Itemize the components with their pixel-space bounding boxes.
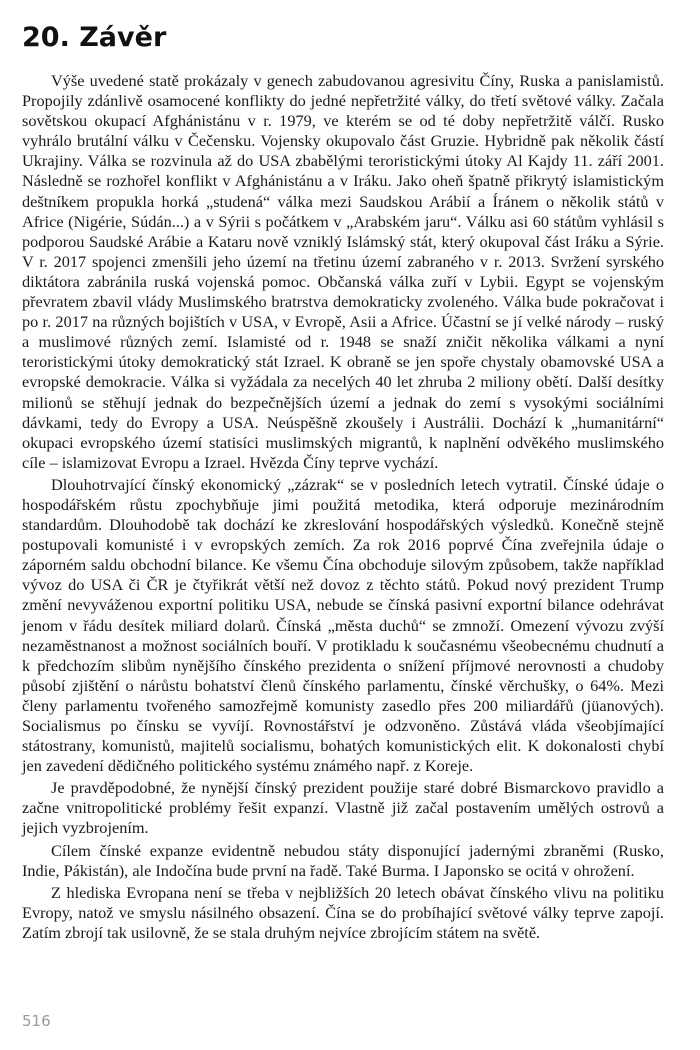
chapter-body <box>22 71 664 945</box>
paragraph: Cílem čínské expanze evidentně nebudou státy disponující jadernými zbraněmi (Rusko, Indie, Pákistán), ale Indočína bude první na řadě. Také Burma. I Japonsko se ocitá v ohrožení. <box>22 840 664 880</box>
chapter-heading: 20. Závěr <box>22 22 167 53</box>
paragraph: Dlouhotrvající čínský ekonomický „zázrak“ se v posledních letech vytratil. Čínské údaje o hospodářském růstu zpochybňuje jimi použitá metodika, která odporuje mezinárodním standardům. Dlouhodobě tak dochází ke zkreslování hospodářských výsledků. Konečně stejně postupovali komunisté i v evropských zemích. Za rok 2016 poprvé Čína zveřejnila údaje o záporném saldu obchodní bilance. Ke všemu Čína obchoduje silovým způsobem, takže například vývoz do USA či ČR je čtyřikrát větší než dovoz z těchto států. Pokud nový prezident Trump změní nevyváženou exportní politiku USA, nebude se čínská pasivní exportní bilance odehrávat jenom v řádu desítek miliard dolarů. Čínská „města duchů“ se zmnoží. Omezení vývozu zvýší nezaměstnanost a možnost sociálních bouří. V protikladu k současnému všeobecnému chudnutí a k předchozím slibům nynějšího čínského prezidenta o snížení příjmové nerovnosti a chudoby působí zjištění o nárůstu bohatství členů čínského parlamentu, čínské věrchušky, o 64%. Mezi členy parlamentu tvořeného samozřejmě komunisty zasedlo přes 200 miliardářů (jüanových). Socialismus po čínsku se vyvíjí. Rovnostářství je odzvoněno. Zůstává vláda všeobjímající státostrany, komunistů, majitelů socialismu, bohatých komunistických elit. K dokonalosti chybí jen zavedení dědičného politického systému známého např. z Koreje. <box>22 474 664 776</box>
page-number: 516 <box>22 1012 51 1030</box>
paragraph: Je pravděpodobné, že nynější čínský prezident použije staré dobré Bismarckovo pravidlo a začne vnitropolitické problémy řešit expanzí. Vlastně již začal postavením umělých ostrovů a jejich vyzbrojením. <box>22 778 664 838</box>
paragraph: Z hlediska Evropana není se třeba v nejbližších 20 letech obávat čínského vlivu na politiku Evropy, natož ve smyslu násilného obsazení. Čína se do probíhající světové války teprve zapojí. Zatím zbrojí tak usilovně, že se stala druhým nejvíce zbrojícím státem na světě. <box>22 882 664 942</box>
paragraph: Výše uvedené statě prokázaly v genech zabudovanou agresivitu Číny, Ruska a panislamistů. Propojily zdánlivě osamocené konflikty do jedné nepřetržité války, do třetí světové války. Začala sovětskou okupací Afghánistánu v r. 1979, ve kterém se od té doby nepřetržitě válčí. Rusko vyhrálo brutální válku v Čečensku. Vojensky okupovalo část Gruzie. Hybridně pak několik částí Ukrajiny. Válka se rozvinula až do USA zbabělými teroristickými útoky Al Kajdy 11. září 2001. Následně se rozhořel konflikt v Afghánistánu a v Iráku. Jako oheň špatně přikrytý islamistickým deštníkem propukla horká „studená“ válka mezi Saudskou Arábií a Íránem o několik států v Africe (Nigérie, Súdán...) a v Sýrii s počátkem v „Arabském jaru“. Válku asi 60 státům vyhlásil s podporou Saudské Arábie a Kataru nově vzniklý Islámský stát, který okupoval část Iráku a Sýrie. V r. 2017 spojenci zmenšili jeho území na třetinu území zabraného v r. 2013. Svržení syrského diktátora zabránila ruská vojenská pomoc. Občanská válka zuří v Lybii. Egypt se vojenským převratem zbavil vlády Muslimského bratrstva demokraticky zvoleného. Válka bude pokračovat i po r. 2017 na různých bojištích v USA, v Evropě, Asii a Africe. Účastní se jí velké národy – ruský a muslimové různých zemí. Islamisté od r. 1948 se snaží zničit několika válkami a nyní teroristickými útoky demokratický stát Izrael. K obraně se jen spoře chystaly obamovské USA a evropské demokracie. Válka si vyžádala za necelých 40 let zhruba 2 miliony obětí. Další desítky milionů se stěhují jednak do bezpečnějších území a jednak do zemí s vysokými sociálními dávkami, tedy do Evropy a USA. Neúspěšně zkoušely i Austrálii. Dochází k „humanitární“ okupaci evropského území statisíci muslimských migrantů, k naplnění odvěkého muslimského cíle – islamizovat Evropu a Izrael. Hvězda Číny teprve vychází. <box>22 71 664 472</box>
